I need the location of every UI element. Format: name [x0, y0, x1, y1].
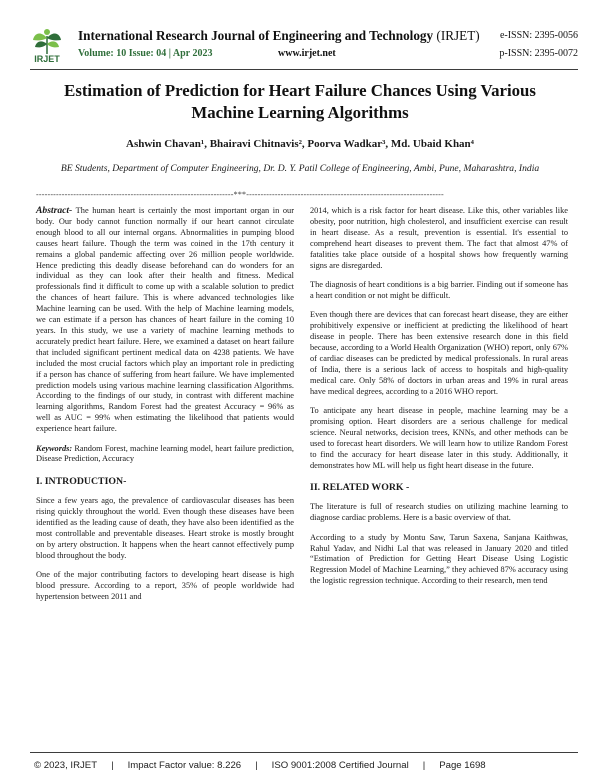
intro-paragraph-5: Even though there are devices that can forecast heart disease, they are either prohibitively expensive or inefficient at predicting the likelihood of heart disease in people. There has been extensive research done in this field because, according to a World Health Organization (WHO) report, only 67% of cardiac diseases can be predicted by medical professionals. In rural areas of India, there is a serious lack of access to hospitals and high-quality medical care. Only 58% of doctors in urban areas and 19% in rural areas have medical degrees, according to a 2016 WHO report. — [310, 310, 568, 396]
keywords-label: Keywords: — [36, 443, 73, 453]
journal-website[interactable]: www.irjet.net — [278, 48, 336, 59]
logo-leaf-icon — [30, 26, 64, 56]
footer-copyright: © 2023, IRJET — [34, 760, 98, 771]
journal-header — [30, 26, 578, 66]
footer-impact-factor: Impact Factor value: 8.226 — [127, 760, 242, 771]
paper-authors: Ashwin Chavan¹, Bhairavi Chitnavis², Poorva Wadkar³, Md. Ubaid Khan⁴ — [126, 138, 474, 150]
logo-text: IRJET — [34, 54, 60, 64]
header-rule — [30, 69, 578, 70]
footer-separator: | — [255, 760, 258, 771]
keywords-text: Random Forest, machine learning model, heart failure prediction, Disease Prediction, Accuracy — [36, 443, 294, 464]
intro-paragraph-1: Since a few years ago, the prevalence of cardiovascular diseases has been rising quickly throughout the world. Even though these diseases have been identified as the leading cause of death, they have also been identified as the most controllable and preventable diseases. Heart stroke is mostly brought on by artery obstruction. It happens when the heart cannot effectively pump blood throughout the body. — [36, 496, 294, 560]
separator-line: ---------------------------------------------------------------------***--------------------------------------------------------------------- — [36, 190, 444, 199]
abstract-text: The human heart is certainly the most important organ in our body. Our body cannot function normally if our heart cannot circulate enough blood to all our internal organs. Abnormalities in pumping blood causes heart failure. Though the term was coined in the 17th century it remains a global pandemic affecting over 26 million people worldwide. Hence predicting this deadly disease beforehand can do wonders for an individual as they can look after their health and fitness. Medical professionals find it difficult to come up with a scalable solution to predict the chances of heart failure. This is where advanced technologies like Machine learning can be used. With the help of Machine learning models, we can estimate if a person has chances of heart failure in the coming 10 years. In this study, we use a variety of machine learning methods to accurately predict heart failure. Here, we examined a dataset on heart failure that included significant pertinent medical data on 4238 patients. We have included the most crucial factors which play an important role in predicting if a person has chance of suffering from heart failure. We have implemented prediction models using various machine learning classification Algorithms. According to the findings of our study, in contrast with different machine learning algorithms, Random Forest had the greatest Accuracy = 96% as well as AUC = 99% when estimating the likelihood that patients would experience heart failure. — [36, 206, 294, 434]
footer-page-number: Page 1698 — [439, 760, 486, 771]
footer-iso: ISO 9001:2008 Certified Journal — [271, 760, 409, 771]
journal-abbr: (IRJET) — [436, 28, 480, 43]
author-affiliation: BE Students, Department of Computer Engineering, Dr. D. Y. Patil College of Engineering, Ambi, Pune, Maharashtra, India — [60, 163, 540, 174]
footer-separator: | — [422, 760, 426, 771]
journal-name: International Research Journal of Engineering and Technology — [78, 28, 434, 43]
section-heading-introduction: I. INTRODUCTION- — [36, 476, 127, 488]
intro-paragraph-6: To anticipate any heart disease in people, machine learning may be a promising option. Heart disorders are a serious challenge for medical science. Neural networks, decision trees, KNNs, and other methods can be used to forecast heart disorders. We will learn how to utilize Random Forest to find the accuracy for heart disease later in this study. Additionally, it demonstrates how ML will help us fight heart disease in the future. — [310, 406, 568, 470]
page-footer — [34, 760, 574, 771]
intro-paragraph-2: One of the major contributing factors to developing heart disease is high blood pressure. According to a report, 35% of people worldwide had hypertension between 2011 and — [36, 570, 294, 601]
eissn: e-ISSN: 2395-0056 — [499, 30, 578, 41]
right-column — [310, 206, 568, 596]
irjet-logo — [30, 26, 64, 64]
volume-issue: Volume: 10 Issue: 04 | Apr 2023 — [78, 48, 213, 59]
abstract — [36, 206, 294, 435]
footer-separator: | — [111, 760, 114, 771]
related-work-paragraph-2: According to a study by Montu Saw, Tarun Saxena, Sanjana Kaithwas, Rahul Yadav, and Nidhi Lal that was released in January 2020 and titled “Estimation of Prediction for Getting Heart Disease Using Logistic Regression Model of Machine Learning,” they achieved 87% accuracy using the logistic regression technique. According to their research, men tend — [310, 532, 568, 586]
left-column — [36, 206, 294, 611]
keywords — [36, 444, 294, 466]
intro-paragraph-3: 2014, which is a risk factor for heart disease. Like this, other variables like obesity, poor nutrition, high cholesterol, and insufficient exercise can result in heart disease. As a result, prevention is essential. It's essential to comprehend heart diseases to prevent them. The fact that almost 47% of fatalities take place outside of a hospital shows how frequently warning signs are disregarded. — [310, 206, 568, 270]
footer-rule — [30, 752, 578, 753]
pissn: p-ISSN: 2395-0072 — [499, 48, 578, 59]
section-heading-related-work: II. RELATED WORK - — [310, 482, 410, 494]
journal-title — [78, 28, 480, 44]
intro-paragraph-4: The diagnosis of heart conditions is a big barrier. Finding out if someone has a heart condition or not might be difficult. — [310, 279, 568, 300]
paper-title: Estimation of Prediction for Heart Failure Chances Using Various Machine Learning Algorithms — [64, 81, 536, 122]
abstract-label: Abstract- — [36, 205, 73, 216]
related-work-paragraph-1: The literature is full of research studies on utilizing machine learning to diagnose cardiac problems. Here is a basic overview of that. — [310, 502, 568, 523]
